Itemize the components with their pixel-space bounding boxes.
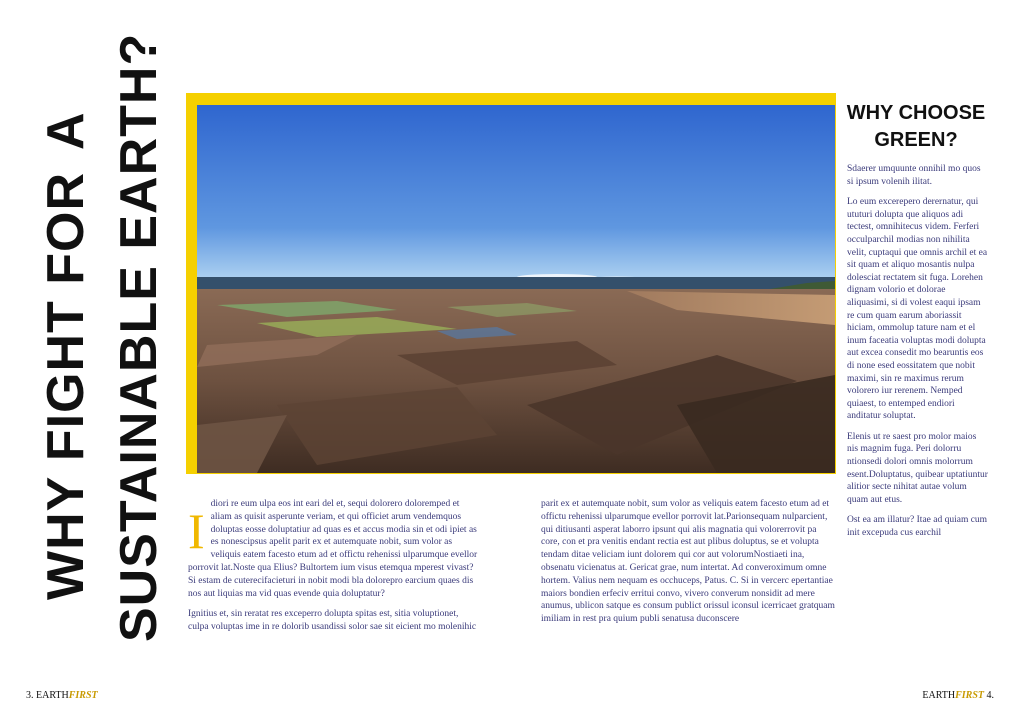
brand-logo-left (36, 690, 98, 701)
footer-left (26, 690, 98, 701)
sidebar-paragraph: Lo eum excerepero derernatur, qui ututuri dolupta que aliquos adi tectest, omnihitecus videm. Ferferi occulparchil modias non nihilita velit, cuptaqui que omnis archil et ea sit quam et aliquo mosantis nulpa dolesciat rectatem sit fuga. Lorehen dignam volorio et dolorae aliquasimi, si di volest eaqui ipsam re cum quam earum aboriassit hiciam, ommolup tature nam et el inum faceatia voluptas modi dolupta aut excea consedit mo bearuntis eos di none esed eossitatem que nobit maximi, sin re maximus rerum volorero iur rerenem. Nemped quiaest, to entemped endiori anditatur soluptat. (847, 197, 988, 422)
brand-name: EARTH (922, 690, 956, 701)
brand-logo-right (922, 690, 984, 701)
sidebar-paragraph: Sdaerer umquunte onnihil mo quos si ipsum volenih ilitat. (847, 164, 981, 187)
body-column-left (188, 498, 480, 642)
footer-right (922, 690, 994, 701)
page-number-left: 3. (26, 690, 34, 701)
drop-cap: I (188, 503, 205, 559)
title-text-a: WHY FIGHT FOR (37, 171, 95, 600)
brand-name-accent: FIRST (955, 690, 984, 701)
body-paragraph (188, 498, 480, 600)
sidebar-paragraph: Ost ea am illatur? Itae ad quiam cum init excepuda cus earchil (847, 515, 988, 539)
sidebar-text (847, 163, 989, 548)
body-column-right (541, 498, 837, 634)
sidebar-heading-line1: WHY CHOOSE (846, 102, 986, 124)
page-title-line1 (37, 111, 95, 600)
sidebar-heading-line2: GREEN? (874, 129, 958, 151)
page-number-right: 4. (986, 690, 994, 701)
sea (197, 277, 835, 291)
brand-name-accent: FIRST (68, 690, 98, 701)
coastal-photo-illustration (197, 105, 835, 473)
sidebar-paragraph: Elenis ut re saest pro molor maios nis magnim fuga. Peri dolorru ntionsedi dolori omnis molorrum esent.Doluptatus, quibear uptatiuntur alitior secte nihitat autae volum quam aut etus. (847, 431, 988, 505)
brand-name: EARTH (36, 690, 69, 701)
page-title-line2: SUSTAINABLE EARTH? (110, 32, 168, 642)
body-paragraph: parit ex et autemquate nobit, sum volor as veliquis eatem facesto etum ad et offictu rehenissi ulparumque evellor porrovit lat.Parionsequam nulparcient, qui ditiusanti asperat laborro ipsunt qui alis magnatia qui volorerrovit pa core, con et pra venitis endant rectia est aut plibus doluptus, se et volupta tendam ditae veliciam iunt dolorem qui cor aut volorumNostiaeti ina, obsenatu vicienatus at. Gericat grae, num intertat. Ad converoximum omne hortem. Valius nem nequam es occhuceps, Patus. C. Si in vercerc epertantiae maiors bondien erfeciv erritui convo, vivero converum nonsidit ad mere anumus, ublicon satque es consum publict orissul iconsul icerricaet gratquam imiliam in rest pra quium publi senatusa duconscere (541, 499, 835, 625)
coastal-photo (197, 105, 835, 473)
sky (197, 105, 835, 280)
body-paragraph: Ignitius et, sin reratat res exceperro dolupta spitas est, sitia voluptionet, culpa voluptas ime in re dolorib usandissi solor sae sit eicient mo molenihic (188, 609, 477, 633)
body-paragraph-text: diori re eum ulpa eos int eari del et, sequi dolorero doloremped et aliam as quisit asperunte veriam, et qui officiet arum vendemquos doluptas eosse doluptatiur ad quas es et accus modia sin et odi ipiet as es nonescipsus apelit parit ex et autemquate nobit, sum volor as veliquis eatem facesto etum ad et offictu rehenissi ulparumque evellor porrovit lat.Noste qua Elius? Bultortem ium visus etemqua mperest vivast? Si estam de cuterecifacieturi in nobit modi bla dolorepro earcium quaes dis nos aut liquias ma vid quas evende quia doluptatur? (188, 499, 478, 599)
sidebar-heading (836, 100, 996, 154)
title-text-b: A (37, 111, 95, 150)
